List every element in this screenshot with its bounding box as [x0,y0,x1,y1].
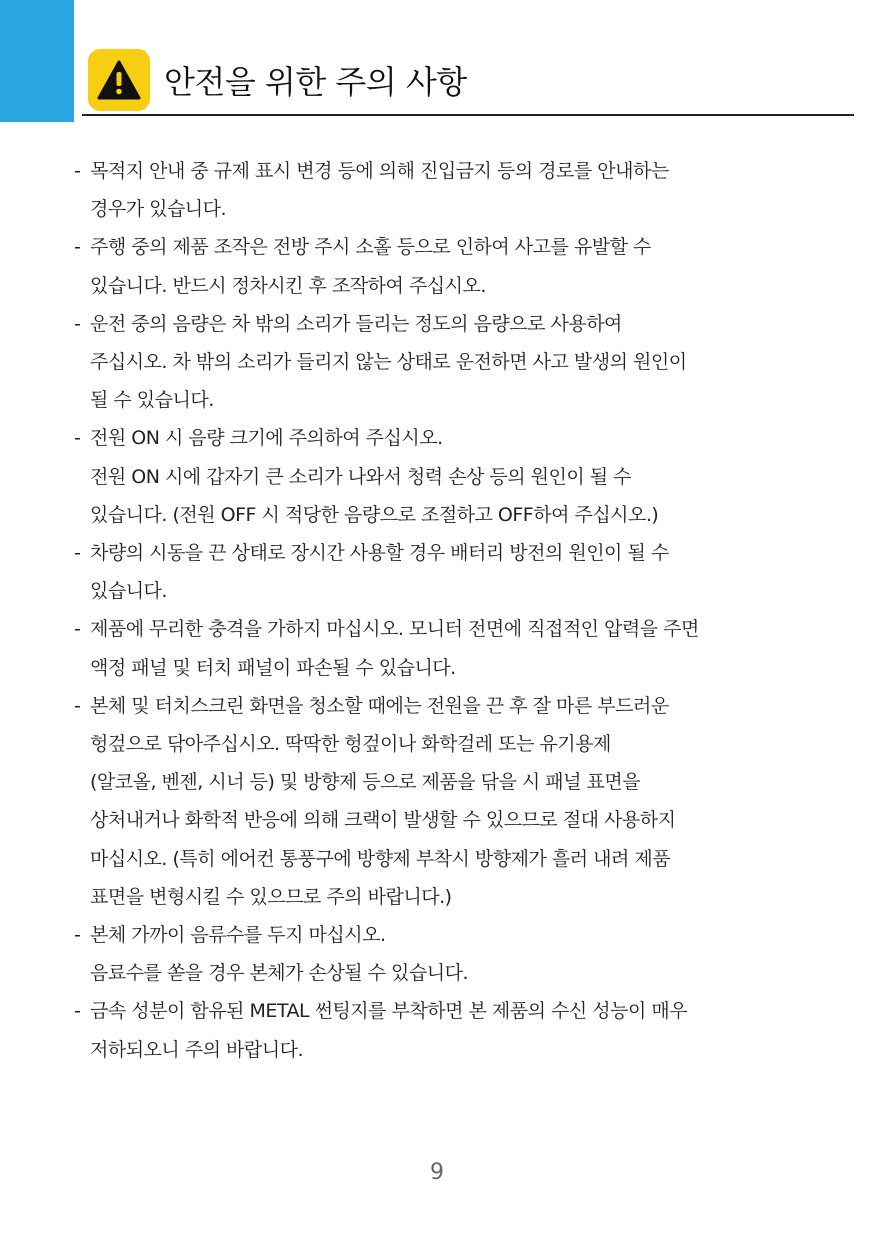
page-number: 9 [430,1160,444,1185]
note-line: 마십시오. (특히 에어컨 통풍구에 방향제 부착시 방향제가 흘러 내려 제품 [90,847,671,870]
note-line: 전원 ON 시에 갑자기 큰 소리가 나와서 청력 손상 등의 원인이 될 수 [90,465,631,488]
bullet-dash: - [74,312,81,335]
safety-note [74,419,814,534]
note-line: 금속 성분이 함유된 METAL 썬팅지를 부착하면 본 제품의 수신 성능이 매우 [90,1000,688,1023]
note-line: 표면을 변형시킬 수 있으므로 주의 바랍니다.) [90,885,452,908]
bullet-dash: - [74,427,81,450]
section-header [88,48,467,112]
bullet-dash: - [74,542,81,565]
note-line: 헝겊으로 닦아주십시오. 딱딱한 헝겊이나 화학걸레 또는 유기용제 [90,733,611,756]
safety-note [74,916,814,992]
note-line: 제품에 무리한 충격을 가하지 마십시오. 모니터 전면에 직접적인 압력을 주면 [90,618,699,641]
note-line: 주행 중의 제품 조작은 전방 주시 소홀 등으로 인하여 사고를 유발할 수 [90,236,651,259]
safety-notes-list [74,152,814,1069]
note-line: 본체 가까이 음류수를 두지 마십시오. [90,924,386,947]
note-line: 차량의 시동을 끈 상태로 장시간 사용할 경우 배터리 방전의 원인이 될 수 [90,542,669,565]
note-line: 음료수를 쏟을 경우 본체가 손상될 수 있습니다. [90,962,469,985]
bullet-dash: - [74,694,81,717]
note-line: 목적지 안내 중 규제 표시 변경 등에 의해 진입금지 등의 경로를 안내하는 [90,160,669,182]
safety-note [74,534,814,610]
bullet-dash: - [74,236,81,259]
note-line: 될 수 있습니다. [90,389,214,412]
bullet-dash: - [74,1000,81,1023]
safety-note [74,152,814,228]
note-line: 주십시오. 차 밖의 소리가 들리지 않는 상태로 운전하면 사고 발생의 원인이 [90,351,687,374]
safety-note [74,992,814,1068]
page-title: 안전을 위한 주의 사항 [164,63,467,101]
note-line: 경우가 있습니다. [90,198,227,221]
note-line: 전원 ON 시 음량 크기에 주의하여 주십시오. [90,427,443,450]
note-line: 있습니다. 반드시 정차시킨 후 조작하여 주십시오. [90,274,486,297]
safety-note [74,687,814,916]
safety-note [74,228,814,304]
note-line: 운전 중의 음량은 차 밖의 소리가 들리는 정도의 음량으로 사용하여 [90,312,622,335]
note-line: 상처내거나 화학적 반응에 의해 크랙이 발생할 수 있으므로 절대 사용하지 [90,809,676,832]
bullet-dash: - [74,924,81,947]
note-line: 액정 패널 및 터치 패널이 파손될 수 있습니다. [90,656,456,679]
note-line: 있습니다. (전원 OFF 시 적당한 음량으로 조절하고 OFF하여 주십시오.) [90,503,659,526]
note-line: 있습니다. [90,580,167,603]
warning-icon [88,49,150,111]
side-tab [0,0,74,122]
title-divider [82,114,854,116]
bullet-dash: - [74,618,81,641]
note-line: 저하되오니 주의 바랍니다. [90,1038,304,1061]
note-line: (알코올, 벤젠, 시너 등) 및 방향제 등으로 제품을 닦을 시 패널 표면을 [90,771,641,794]
safety-note [74,610,814,686]
bullet-dash: - [74,160,81,182]
note-line: 본체 및 터치스크린 화면을 청소할 때에는 전원을 끈 후 잘 마른 부드러운 [90,694,669,717]
safety-note [74,305,814,420]
